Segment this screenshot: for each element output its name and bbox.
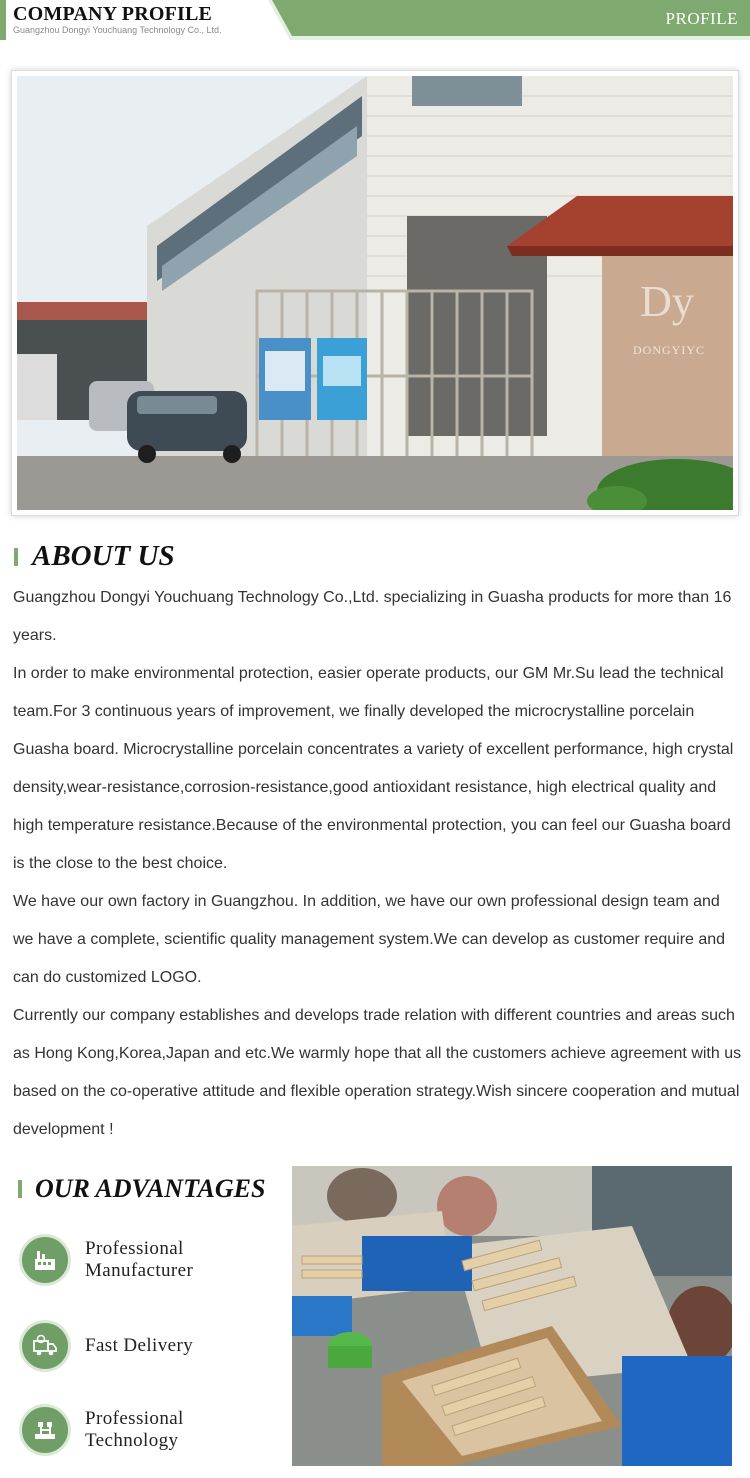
advantages-heading bbox=[18, 1174, 265, 1204]
advantage-label-line1: Professional bbox=[85, 1238, 184, 1259]
about-us-title: ABOUT US bbox=[32, 540, 175, 572]
about-paragraph: Currently our company establishes and develops trade relation with different countries and areas such as Hong Kong,Korea,Japan and etc.We warmly hope that all the customers achieve agreement with us based on the co-operative attitude and flexible operation strategy.Wish sincere cooperation and mutual development ! bbox=[13, 1007, 742, 1138]
heading-accent-bar bbox=[18, 1180, 22, 1198]
page-title: COMPANY PROFILE bbox=[13, 3, 213, 25]
advantage-label bbox=[85, 1408, 184, 1452]
advantage-label bbox=[85, 1335, 193, 1357]
sign-brand: DONGYIYC bbox=[633, 343, 705, 357]
about-paragraph: Guangzhou Dongyi Youchuang Technology Co.,Ltd. specializing in Guasha products for more than 16 years. bbox=[13, 589, 732, 644]
heading-accent-bar bbox=[14, 548, 18, 566]
about-paragraph: We have our own factory in Guangzhou. In addition, we have our own professional design team and we have a complete, scientific quality management system.We can develop as customer require and can do customized LOGO. bbox=[13, 893, 726, 986]
advantage-label-line1: Fast Delivery bbox=[85, 1335, 194, 1356]
company-building-photo bbox=[11, 70, 739, 516]
sign-monogram: Dy bbox=[640, 277, 694, 326]
page-header bbox=[0, 0, 750, 42]
company-subtitle: Guangzhou Dongyi Youchuang Technology Co., Ltd. bbox=[13, 25, 222, 35]
profile-tag: PROFILE bbox=[665, 9, 738, 28]
advantage-label bbox=[85, 1238, 193, 1282]
factory-workshop-photo bbox=[292, 1166, 732, 1466]
advantages-title: OUR ADVANTAGES bbox=[35, 1174, 266, 1203]
advantage-label-line1: Professional bbox=[85, 1408, 184, 1429]
technology-icon bbox=[19, 1404, 71, 1456]
advantage-label-line2: Manufacturer bbox=[85, 1260, 194, 1281]
advantage-item-manufacturer bbox=[19, 1234, 193, 1286]
advantage-item-technology bbox=[19, 1404, 184, 1456]
about-us-body bbox=[13, 579, 743, 1149]
about-us-heading bbox=[14, 540, 175, 573]
header-accent-bar bbox=[0, 0, 6, 40]
factory-icon bbox=[19, 1234, 71, 1286]
delivery-truck-icon bbox=[19, 1320, 71, 1372]
advantage-item-delivery bbox=[19, 1320, 193, 1372]
about-paragraph: In order to make environmental protection, easier operate products, our GM Mr.Su lead the technical team.For 3 continuous years of improvement, we finally developed the microcrystalline porcelain Guasha board. Microcrystalline porcelain concentrates a variety of excellent performance, high crystal density,wear-resistance,corrosion-resistance,good antioxidant resistance, high electrical quality and high temperature resistance.Because of the environmental protection, you can feel our Guasha board is the close to the best choice. bbox=[13, 665, 734, 872]
advantage-label-line2: Technology bbox=[85, 1430, 179, 1451]
